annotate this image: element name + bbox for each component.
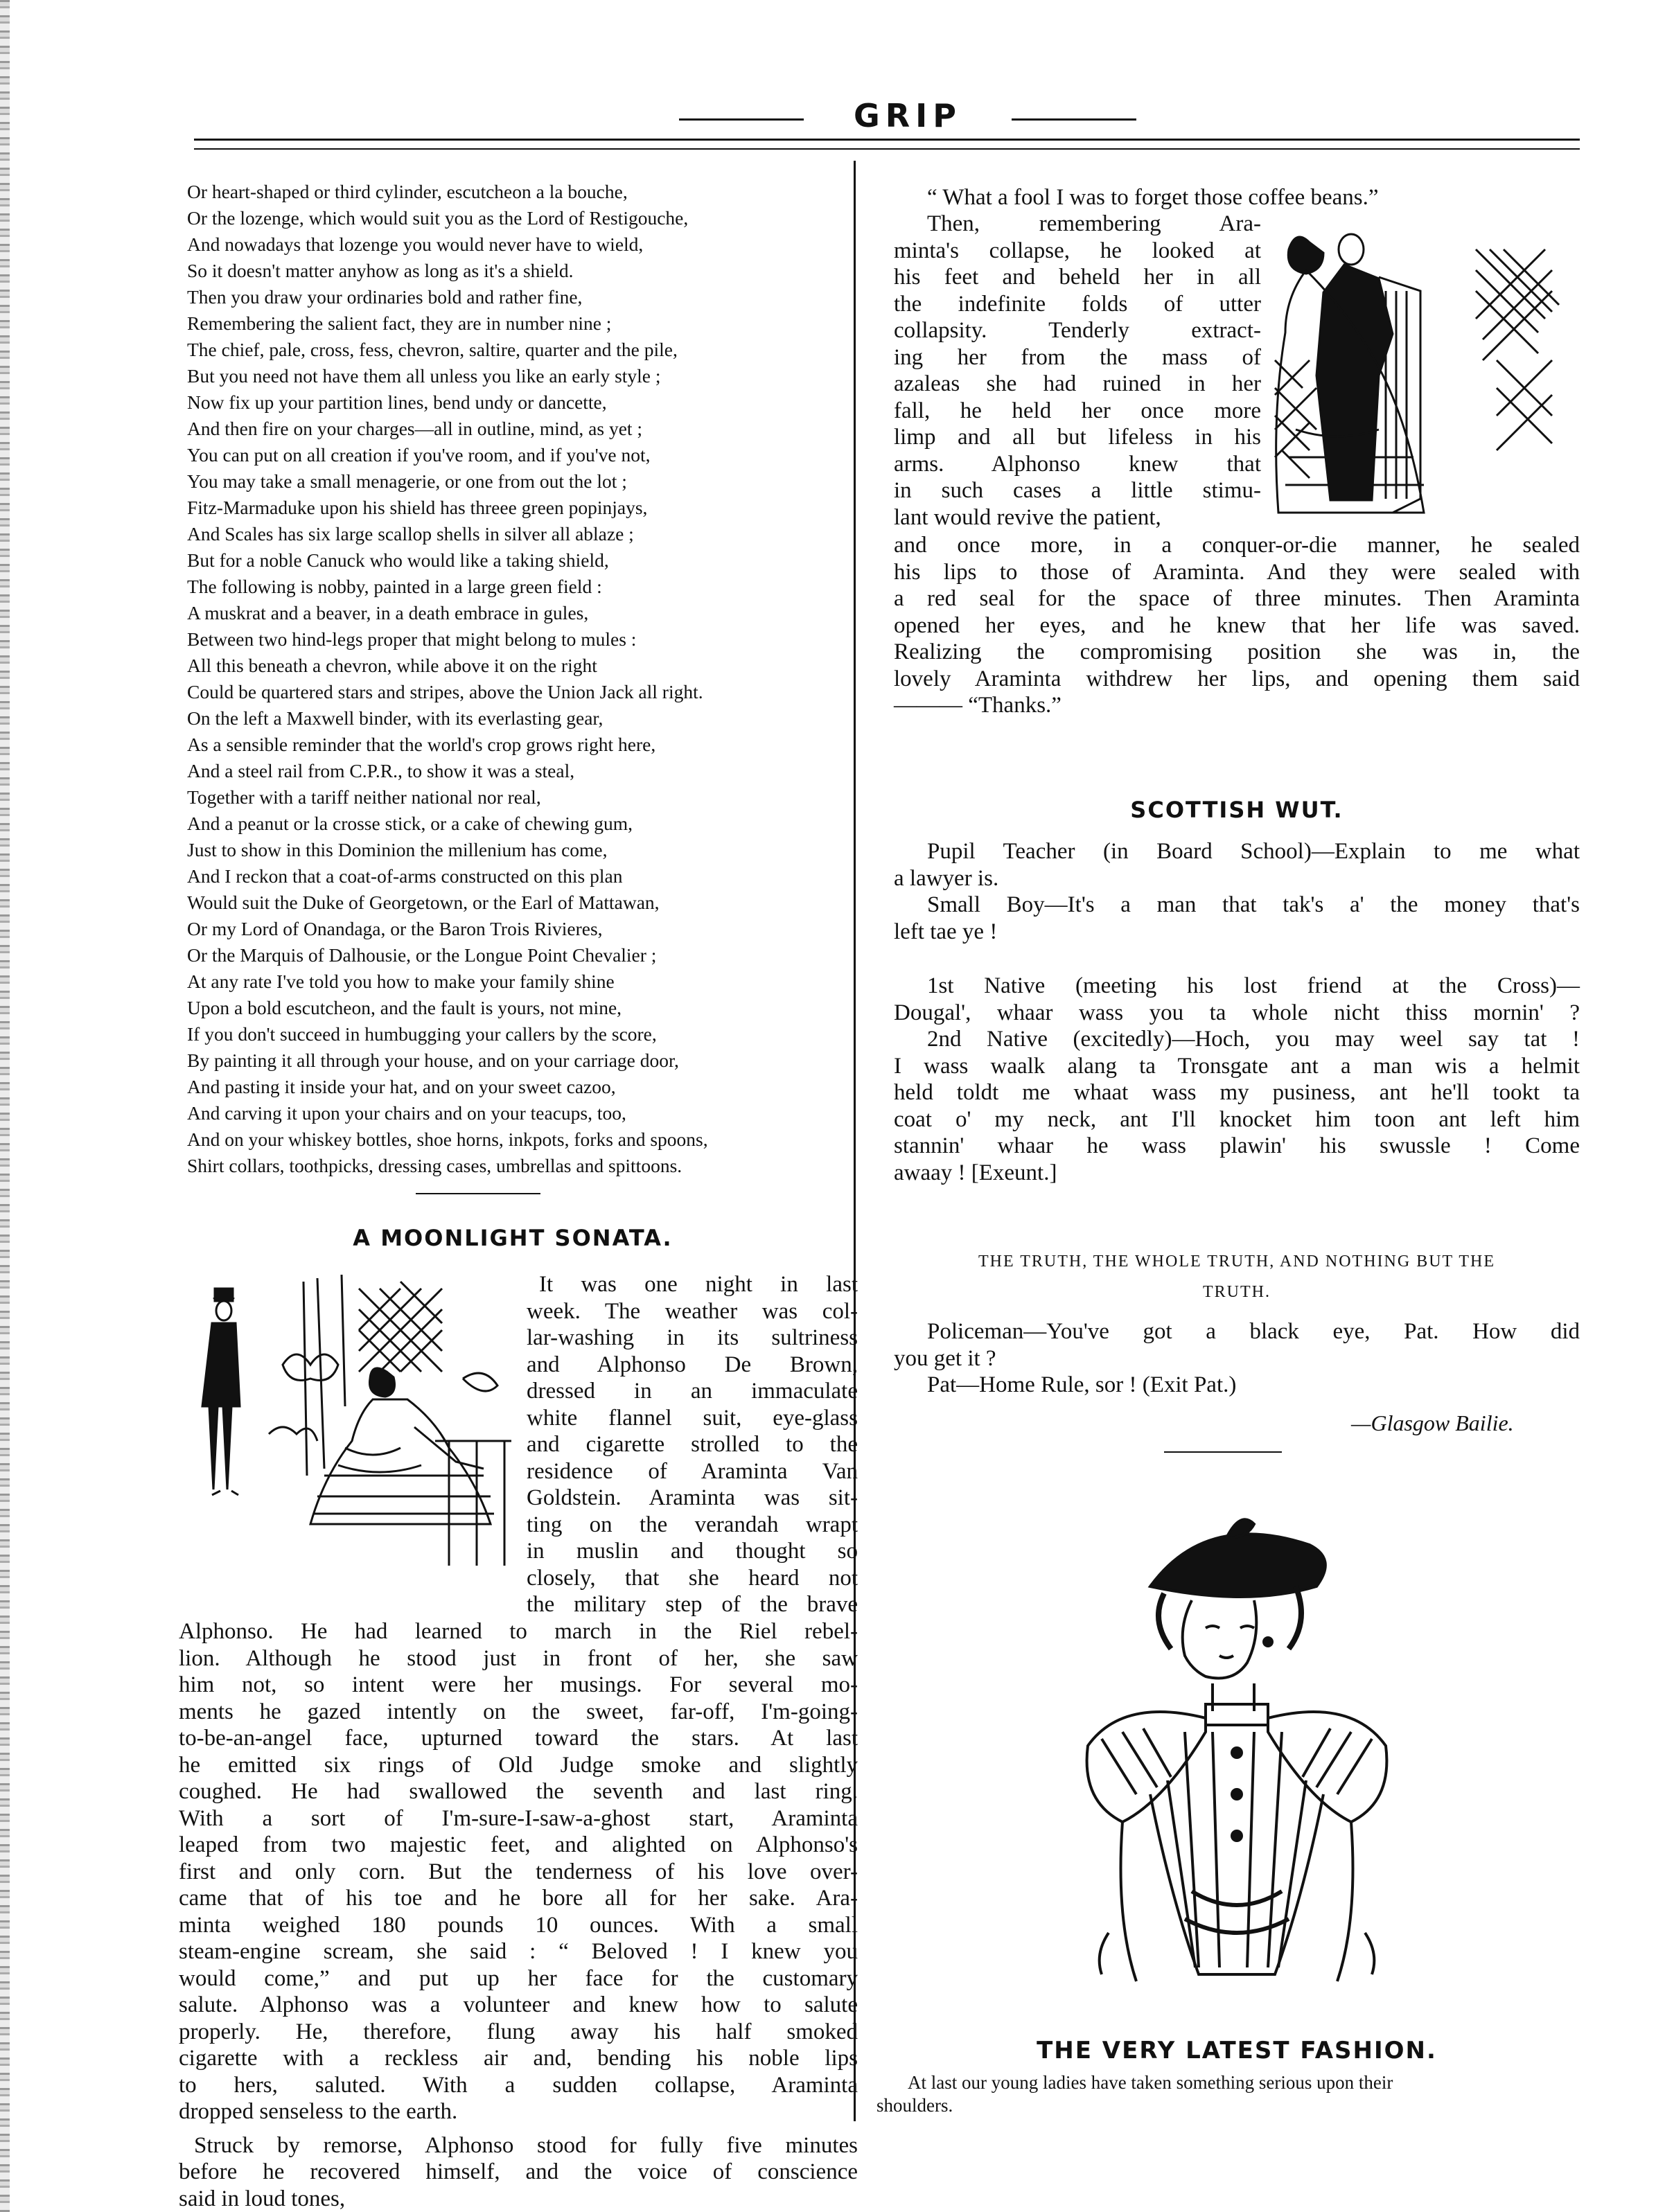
text-line: he emitted six rings of Old Judge smoke and slightly [179,1752,858,1778]
poem-line: Or the Marquis of Dalhousie, or the Longue Point Chevalier ; [187,944,657,966]
coffee-quote [894,184,1580,211]
text-line: opened her eyes, and he knew that her life was saved. [894,612,1580,638]
masthead-title: GRIP [853,97,962,134]
poem-line: And on your whiskey bottles, shoe horns, inkpots, forks and spoons, [187,1129,708,1150]
text-line: white flannel suit, eye-glass [527,1405,858,1431]
text-line: lant would revive the patient, [894,504,1161,530]
poem-line: If you don't succeed in humbugging your callers by the score, [187,1023,657,1045]
poem-line: Remembering the salient fact, they are in number nine ; [187,312,612,334]
poem-line: But for a noble Canuck who would like a taking shield, [187,549,609,571]
scottish-body [894,838,1580,1186]
text-line: and once more, in a conquer-or-die manner, he sealed [894,533,1580,558]
text-line: ments he gazed intently on the sweet, far-off, I'm-going- [179,1699,858,1724]
collapse-body [894,532,1580,719]
poem-line: And then fire on your charges—all in outline, mind, as yet ; [187,418,643,439]
text-line: cigarette with a reckless air and, bending his noble lips [179,2046,858,2071]
text-line: limp and all but lifeless in his [894,425,1261,450]
text-line: Pat—Home Rule, sor ! (Exit Pat.) [927,1372,1237,1397]
caption-line: shoulders. [876,2095,953,2116]
text-line: week. The weather was col- [527,1298,858,1324]
poem-line: And Scales has six large scallop shells in silver all ablaze ; [187,523,634,545]
poem-line: Between two hind-legs proper that might belong to mules : [187,628,637,650]
text-line: Then, remembering Ara- [927,211,1261,236]
text-line: and Alphonso De Brown, [527,1352,858,1377]
text-line: properly. He, therefore, flung away his half smoked [179,2019,858,2044]
text-line: the indefinite folds of utter [894,291,1261,317]
text-line: ——— “Thanks.” [894,693,1061,718]
text-line: 2nd Native (excitedly)—Hoch, you may weel say tat ! [927,1027,1580,1052]
text-line: Policeman—You've got a black eye, Pat. How did [927,1319,1580,1344]
collapse-wrapped-text [894,211,1261,531]
poem-line: A muskrat and a beaver, in a death embrace in gules, [187,602,589,623]
moonlight-body [179,1618,858,2212]
text-line: It was one night in last [539,1272,858,1297]
poem-line: So it doesn't matter anyhow as long as it's a shield. [187,260,574,281]
text-line: him not, so intent were her musings. For several mo- [179,1672,858,1697]
poem-line: And a steel rail from C.P.R., to show it was a steal, [187,760,575,781]
poem-line: Fitz-Marmaduke upon his shield has threee green popinjays, [187,497,648,518]
signature: —Glasgow Bailie. [1351,1410,1514,1435]
text-line: stannin' whaar he wass plawin' his swussle ! Come [894,1133,1580,1158]
text-line: before he recovered himself, and the voice of conscience [179,2159,858,2184]
poem-line: On the left a Maxwell binder, with its everlasting gear, [187,707,604,729]
text-line: the military step of the brave [527,1592,858,1617]
text-line: lar-washing in its sultriness [527,1325,858,1350]
fashion-caption [876,2094,1556,2117]
poem-line: And a peanut or la crosse stick, or a cake of chewing gum, [187,813,633,834]
text-line: came that of his toe and he bore all for her sake. Ara- [179,1886,858,1911]
masthead [665,97,1150,139]
poem-line: Could be quartered stars and stripes, above the Union Jack all right. [187,681,703,702]
text-line: a lawyer is. [894,865,999,891]
poem-line: All this beneath a chevron, while above it on the right [187,655,597,676]
text-line: lovely Araminta withdrew her lips, and opening them said [894,666,1580,691]
poem-line: Shirt collars, toothpicks, dressing cases, umbrellas and spittoons. [187,1155,682,1176]
poem-line: As a sensible reminder that the world's crop grows right here, [187,734,656,755]
text-line: his lips to those of Araminta. And they were sealed with [894,559,1580,585]
poem-line: But you need not have them all unless you like an early style ; [187,365,661,387]
poem-line: Now fix up your partition lines, bend undy or dancette, [187,391,607,413]
masthead-rule-right [1012,118,1136,121]
poem-line: And carving it upon your chairs and on your teacups, too, [187,1102,626,1124]
text-line: Realizing the compromising position she was in, the [894,639,1580,664]
text-line: collapsity. Tenderly extract- [894,318,1261,343]
poem-line: You can put on all creation if you've room, and if you've not, [187,444,651,466]
text-line: minta's collapse, he looked at [894,238,1261,263]
text-line: a red seal for the space of three minutes. Then Araminta [894,586,1580,611]
section-rule [1164,1451,1282,1453]
text-line: coat o' my neck, ant I'll knocket him toon ant left him [894,1106,1580,1132]
text-line: dressed in an immaculate [527,1379,858,1404]
text-line: Alphonso. He had learned to march in the Riel rebel- [179,1619,858,1644]
text-line: ing her from the mass of [894,344,1261,370]
poem-line: And nowadays that lozenge you would never have to wield, [187,233,644,255]
text-line: Struck by remorse, Alphonso stood for fully five minutes [194,2132,858,2158]
poem-line: Would suit the Duke of Georgetown, or the Earl of Mattawan, [187,892,660,913]
text-line: Small Boy—It's a man that tak's a' the money that's [927,892,1580,917]
masthead-rule-left [679,118,804,121]
header-rule [194,139,1580,141]
text-line: left tae ye ! [894,919,998,944]
poem-line: Or my Lord of Onandaga, or the Baron Trois Rivieres, [187,918,603,939]
text-line: residence of Araminta Van [527,1458,858,1484]
text-line: coughed. He had swallowed the seventh and last ring. [179,1779,858,1804]
text-line: 1st Native (meeting his lost friend at the Cross)— [927,973,1580,998]
text-line: in such cases a little stimu- [894,478,1261,503]
text-line: and cigarette strolled to the [527,1432,858,1457]
poem-line: The following is nobby, painted in a large green field : [187,576,602,597]
text-line: to-be-an-angel face, upturned toward the stars. At last [179,1726,858,1751]
text-line: fall, he held her once more [894,398,1261,423]
fashion-heading: THE VERY LATEST FASHION. [1037,2037,1437,2064]
header-rule [194,148,1580,150]
poem-line: At any rate I've told you how to make your family shine [187,971,615,992]
text-line: Dougal', whaar wass you ta whole nicht thiss mornin' ? [894,1000,1580,1025]
text-line: steam-engine scream, she said : “ Beloved ! I knew you [179,1939,858,1964]
poem-line: Or the lozenge, which would suit you as the Lord of Restigouche, [187,207,689,229]
binding-edge [0,0,10,2212]
poem-line: And pasting it inside your hat, and on your sweet cazoo, [187,1076,616,1097]
caption-line: At last our young ladies have taken something serious upon their [908,2072,1393,2093]
text-line: first and only corn. But the tenderness of his love over- [179,1859,858,1884]
moonlight-heading: A MOONLIGHT SONATA. [353,1225,673,1251]
poem-line: Upon a bold escutcheon, and the fault is yours, not mine, [187,997,622,1018]
poem-line: You may take a small menagerie, or one from out the lot ; [187,470,627,492]
truth-heading: TRUTH. [1203,1283,1271,1301]
text-line: Pupil Teacher (in Board School)—Explain to me what [927,839,1580,864]
poem-line: By painting it all through your house, and on your carriage door, [187,1050,679,1071]
text-line: salute. Alphonso was a volunteer and knew how to salute [179,1992,858,2017]
text-line: closely, that she heard not [527,1565,858,1591]
text-line: his feet and beheld her in all [894,265,1261,290]
text-line: arms. Alphonso knew that [894,451,1261,477]
fashion-illustration [1046,1503,1434,2002]
text-line: leaped from two majestic feet, and alighted on Alphonso's [179,1832,858,1857]
truth-heading: THE TRUTH, THE WHOLE TRUTH, AND NOTHING BUT THE [978,1253,1495,1271]
embrace-illustration [1268,222,1573,533]
scottish-heading: SCOTTISH WUT. [1130,797,1344,823]
poem-line: Together with a tariff neither national nor real, [187,786,541,808]
section-rule [416,1193,540,1194]
poem-line: Then you draw your ordinaries bold and rather fine, [187,286,583,308]
moonlight-wrapped-text [527,1271,858,1618]
text-line: Goldstein. Araminta was sit- [527,1485,858,1510]
text-line: ting on the verandah wrapt [527,1512,858,1537]
poem-line: Just to show in this Dominion the millenium has come, [187,839,608,860]
truth-body [894,1318,1580,1399]
text-line: you get it ? [894,1345,996,1371]
text-line: I wass waalk alang ta Tronsgate ant a man wis a helmit [894,1053,1580,1079]
heraldry-poem [187,179,838,1179]
text-line: azaleas she had ruined in her [894,371,1261,396]
fashion-caption [908,2071,1587,2094]
text-line: awaay ! [Exeunt.] [894,1160,1057,1185]
text-line: said in loud tones, [179,2186,346,2211]
text-line: to hers, saluted. With a sudden collapse, Araminta [179,2072,858,2098]
moonlight-illustration [186,1268,521,1567]
poem-line: Or heart-shaped or third cylinder, escutcheon a la bouche, [187,181,628,202]
text-line: in muslin and thought so [527,1539,858,1564]
text-line: With a sort of I'm-sure-I-saw-a-ghost start, Araminta [179,1805,858,1831]
text-line: held toldt me whaat wass my pusiness, ant he'll tookt ta [894,1080,1580,1105]
text-line: would come,” and put up her face for the customary [179,1965,858,1991]
poem-line: The chief, pale, cross, fess, chevron, saltire, quarter and the pile, [187,339,678,360]
text-line: “ What a fool I was to forget those coffee beans.” [927,185,1379,210]
text-line: lion. Although he stood just in front of her, she saw [179,1645,858,1671]
poem-line: And I reckon that a coat-of-arms constructed on this plan [187,865,623,887]
text-line: minta weighed 180 pounds 10 ounces. With a small [179,1912,858,1938]
text-line: dropped senseless to the earth. [179,2099,458,2124]
